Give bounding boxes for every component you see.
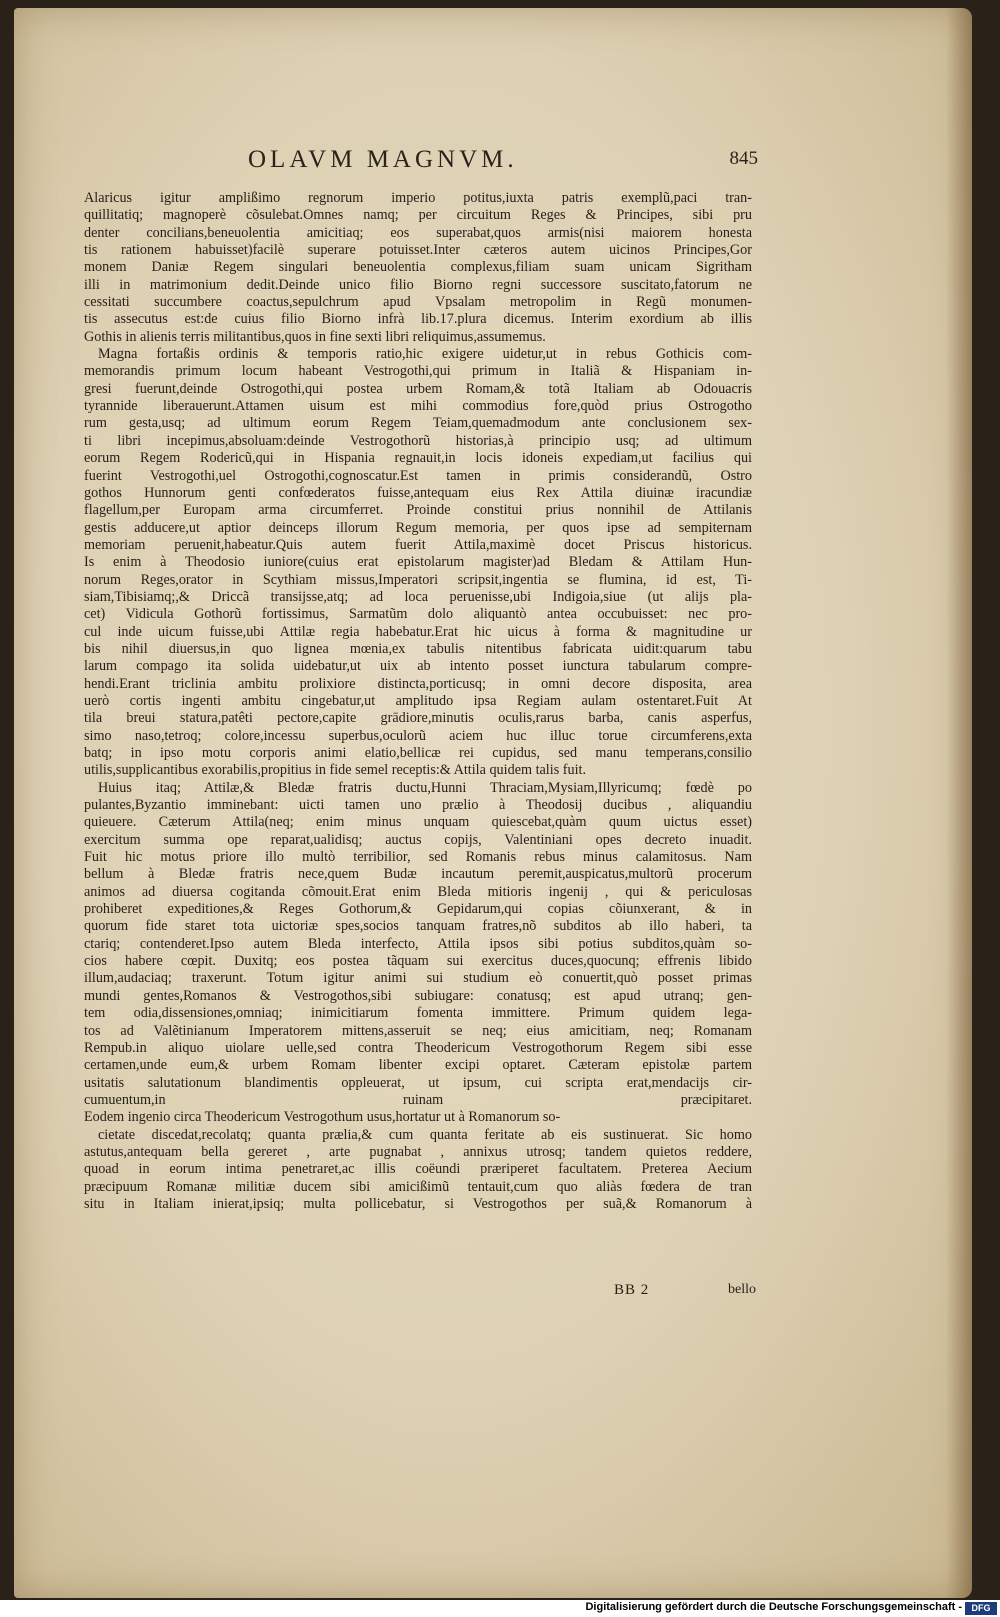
text-line: Is enim à Theodosio iuniore(cuius erat epistolarum magister)ad Bledam & Attilam Hun- [84,554,752,571]
text-line: batq; in ipso motu corporis animi elatio,bellicæ rei cupidus, sed manu temperans,consilio [84,745,752,761]
footer-bar [0,1600,1000,1617]
text-line: situ in Italiam inierat,ipsiq; multa pollicebatur, si Vestrogothos per suã,& Romanorum à [84,1195,752,1212]
text-line: bis nihil diuersus,in quo lignea mœnia,ex tabulis nitentibus fabricata uidit:quarum tabu [84,640,752,657]
text-line: mundi gentes,Romanos & Vestrogothos,sibi subiugare: conatusq; est apud utranq; gen- [84,987,752,1004]
text-line: tem odia,dissensiones,omniaq; inimicitiarum fomenta immittere. Primum quidem lega- [84,1005,752,1022]
dfg-logo: DFG [965,1602,997,1615]
text-line: rum gesta,usq; ad ultimum eorum Regem Teiam,quemadmodum ante conclusionem sex- [84,415,752,432]
signature-mark: BB 2 [614,1282,650,1298]
text-line: Fuit hic motus priore illo multò terribilior, sed Romanis rebus minus calamitosus. Nam [84,849,752,866]
text-line: cietate discedat,recolatq; quanta prælia,& cum quanta feritate ab eis sustinuerat. Sic homo [98,1126,752,1143]
text-line: memoriam peruenit,habeatur.Quis autem fuerit Attila,maximè docet Priscus historicus. [84,536,752,553]
text-line: norum Reges,orator in Scythiam missus,Imperatori scripsit,ingentia se flumina, id est, Ti- [84,571,752,588]
text-line: quorum fide staret tota uictoriæ spes,socios tanquam fratres,nõ subditos ab illo haberi, ta [84,918,752,935]
text-line: cul inde uicum fuisse,ubi Attilæ regia habebatur.Erat hic uicus à forma & magnitudine ur [84,623,752,640]
text-line: uerò cortis ingenti ambitu cingebatur,ut amplitudo ipsa Regiam aulam ostentaret.Fuit At [84,692,752,709]
text-line: ti libri incepimus,absoluam:deinde Vestrogothorũ historias,à principio usq; ad ultimum [84,432,752,449]
text-line: memorandis primum locum habeant Vestrogothi,qui primum in Italiã & Hispaniam in- [84,363,752,380]
text-line: pulantes,Byzantio imminebant: uicti tamen uno prælio à Theodosij ducibus , aliquandiu [84,797,752,814]
text-line: quoad in eorum intima penetraret,ac illis coëundi præriperet facultatem. Preterea Aecium [84,1161,752,1178]
text-line: larum compago ita solida uidebatur,ut uix ab intento posset iunctura tabularum compre- [84,658,752,675]
text-line: simo naso,tetroq; colore,incessu superbus,oculorũ aciem huc illuc torue circumferens,exta [84,727,752,744]
text-line: illum,audaciaq; traxerunt. Totum igitur animi sui studium eò conuertit,quò posset primas [84,970,752,987]
catchline [614,1282,756,1302]
text-line: exercitum summa ope reparat,ualidisq; auctus copijs, Valentiniani opes decreto inuadit. [84,831,752,848]
text-line: ctariq; contenderet.Ipso autem Bleda interfecto, Attila ipsos sibi potius subditos,quàm so- [84,935,752,952]
text-line: utilis,supplicantibus exorabilis,propitius in fide semel receptis:& Attila quidem talis fuit. [84,762,587,779]
text-line: Alaricus igitur amplißimo regnorum imperio potitus,iuxta patris exemplũ,paci tran- [84,190,752,206]
text-line: præcipuum Romanæ militiæ ducem sibi amicißimũ tentauit,cum quo aliàs fœdera de tran [84,1178,752,1195]
text-line: hendi.Erant triclinia ambitu prolixiore distincta,porticusq; in omni decore disposita, area [84,675,752,692]
text-line: tyrannide liberauerunt.Attamen uisum est mihi commodius fore,quòd prius Ostrogotho [84,398,752,415]
text-line: illi in matrimonium dedit.Deinde unico filio Biorno regni successore suscitato,fatorum ne [84,276,752,293]
text-line: gresi fuerunt,deinde Ostrogothi,qui postea urbem Romam,& totã Italiam ab Odouacris [84,380,752,397]
text-line: tos ad Valẽtinianum Imperatorem mittens,asseruit se neq; eius amicitiam, neq; Romanam [84,1022,752,1039]
text-line: gothos Hunnorum genti confœderatos fuisse,antequam eius Rex Attila diuinæ iracundiæ [84,484,752,501]
text-line: tis rationem habuisset)facilè superare potuisset.Inter cæteros autem uicinos Principes,Gor [84,242,752,259]
text-line: cessitati succumbere coactus,sepulchrum apud Vpsalam metropolim in Regũ monumen- [84,294,752,311]
folio-number: 845 [729,148,758,169]
body-text [84,190,752,1213]
text-line: Gothis in alienis terris militantibus,quos in fine sexti libri reliquimus,assumemus. [84,328,546,345]
text-line: Eodem ingenio circa Theodericum Vestrogothum usus,hortatur ut à Romanorum so- [84,1109,561,1126]
text-line: quillitatiq; magnoperè cõsulebat.Omnes namq; per circuitum Reges & Principes, sibi pru [84,207,752,224]
catchword: bello [728,1282,756,1297]
text-line: monem Daniæ Regem singulari beneuolentia complexus,filiam suam unicam Sigritham [84,259,752,276]
text-line: prohiberet expeditiones,& Reges Gothorum,& Gepidarum,qui copias cõiunxerant, & in [84,901,752,918]
page-header [248,146,758,182]
running-title: OLAVM MAGNVM. [248,146,518,173]
text-line: Rempub.in aliquo uiolare uelle,sed contra Theodericum Vestrogothorum Regem sibi esse [84,1039,752,1056]
text-line: eorum Regem Rodericũ,qui in Hispania regnauit,in locis idoneis expediam,ut facilius qui [84,450,752,467]
text-line: cios habere cœpit. Duxitq; eos postea tãquam sui exercitus duces,quocunq; effrenis libido [84,953,752,970]
text-line: gestis adducere,ut aptior deinceps illorum Regum memoria, per quos ipse ad sempiternam [84,519,752,536]
text-line: flagellum,per Europam arma circumferret. Proinde constitui prius nonnihil de Attilanis [84,502,752,519]
text-line: certamen,unde eum,& urbem Romam libenter excipi optaret. Cæteram epistolæ partem [84,1057,752,1074]
page-edge-shadow [946,8,972,1598]
text-line: fuerint Vestrogothi,uel Ostrogothi,cognoscatur.Est tamen in primis considerandũ, Ostro [84,467,752,484]
text-line: animos ad diuersa cogitanda cõmouit.Erat enim Bleda mitioris ingenij , qui & periculosas [84,883,752,900]
text-line: cumuentum,in ruinam præcipitaret. [84,1091,752,1108]
text-line: usitatis salutationum blandimentis oppleuerat, ut ipsum, cui scripta erat,mendacijs cir- [84,1074,752,1091]
text-line: tis assecutus est:de cuius filio Biorno infrà lib.17.plura dicemus. Interim exordium ab illis [84,311,752,328]
text-line: bellum à Bledæ fratris nece,quem Budæ incautum peremit,auspicatus,multorũ procerum [84,866,752,883]
text-line: Magna fortaßis ordinis & temporis ratio,hic exigere uidetur,ut in rebus Gothicis com- [98,346,752,363]
text-line: quieuere. Cæterum Attila(neq; enim minus unquam quiescebat,quàm quum uictus esset) [84,814,752,831]
text-line: cet) Vidicula Gothorũ fortissimus, Sarmatũm dolo aliquantò antea occubuisset: nec pro- [84,606,752,623]
text-line: siam,Tibisiamq;,& Driccã transijsse,atq; ad loca peruenisse,ubi Indigoia,siue (ut alijs pla- [84,588,752,605]
footer-credit: Digitalisierung gefördert durch die Deutsche Forschungsgemeinschaft - [585,1601,962,1613]
text-line: denter concilians,beneuolentia amicitiaq; eos superabat,quos armis(nisi maiorem honesta [84,224,752,241]
text-line: astutus,antequam bella gereret , arte pugnabat , annixus utrosq; tandem quietos reddere, [84,1143,752,1160]
text-line: Huius itaq; Attilæ,& Bledæ fratris ductu,Hunni Thraciam,Mysiam,Illyricumq; fœdè po [98,779,752,796]
text-line: tila breui statura,patêti pectore,capite grādiore,minutis oculis,rarus barba, canis asperfus, [84,710,752,727]
